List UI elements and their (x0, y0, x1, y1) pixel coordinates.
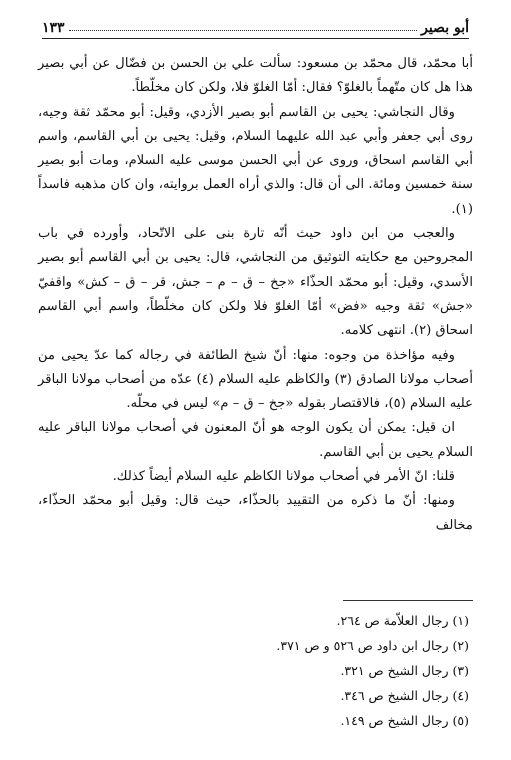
footnote: (٢) رجال ابن داود ص ٥٢٦ و ص ٣٧١. (276, 638, 469, 653)
paragraph: أبا محمّد، قال محمّد بن مسعود: سألت علي بن الحسن بن فضّال عن أبي بصير هذا هل كان متّهماً بالغلوّ؟ فقال: أمّا الغلوّ فلا، ولكن كان مخلّطاً. (38, 56, 473, 96)
paragraph: وفيه مؤاخذة من وجوه: منها: أنّ شيخ الطائفة في رجاله كما عدّ يحيى من أصحاب مولانا الصادق (٣) والكاظم عليه السلام (٤) عدّه من أصحاب مولانا الباقر عليه السلام (٥)، فالاقتصار بقوله «جخ – ق – م» ليس في محلّه. (38, 347, 474, 412)
running-title: أبو بصير (421, 20, 469, 36)
paragraph: ان قيل: يمكن أن يكون الوجه هو أنّ المعنون في أصحاب مولانا الباقر عليه السلام يحيى بن أبي القاسم. (38, 420, 473, 460)
paragraph: وقال النجاشي: يحيى بن القاسم أبو بصير الأزدي، وقيل: أبو محمّد ثقة وجيه، روى أبي جعفر وأبي عبد الله عليهما السلام، وقيل: يحيى بن أبي القاسم، واسم أبي القاسم اسحاق، وروى عن أبي الحسن موسى عليه السلام، ومات أبو بصير سنة خمسين ومائة. الى أن قال: والذي أراه العمل بروايته، وان كان مذهبه فاسداً (١). (38, 104, 473, 217)
footnote: (٣) رجال الشيخ ص ٣٢١. (340, 663, 469, 678)
paragraph: ومنها: أنّ ما ذكره من التقييد بالحذّاء، حيث قال: وقيل أبو محمّد الحذّاء، مخالف (38, 493, 473, 533)
footnote: (٥) رجال الشيخ ص ١٤٩. (340, 713, 469, 728)
paragraph: والعجب من ابن داود حيث أنّه تارة بنى على الاتّحاد، وأورده في باب المجروحين مع حكايته التوثيق من النجاشي، قال: يحيى بن أبي القاسم أبو بصير الأسدي، وقيل: أبو محمّد الحذّاء «جخ – ق – م – جش، قر – ق – كش» واقفيّ «جش» ثقة وجيه «فض» أمّا الغلوّ فلا ولكن كان مخلّطاً، واسم أبي القاسم اسحاق (٢). انتهى كلامه. (38, 226, 473, 339)
footnotes (42, 608, 469, 733)
main-text (38, 52, 473, 538)
paragraph: قلنا: انّ الأمر في أصحاب مولانا الكاظم عليه السلام أيضاً كذلك. (112, 469, 455, 485)
footnote-separator (343, 600, 473, 601)
footnote: (٤) رجال الشيخ ص ٣٤٦. (340, 688, 469, 703)
page-header (42, 12, 469, 39)
dotted-leader (69, 30, 418, 31)
footnote: (١) رجال العلاّمة ص ٢٦٤. (336, 613, 469, 628)
page-number: ١٣٣ (42, 20, 65, 36)
